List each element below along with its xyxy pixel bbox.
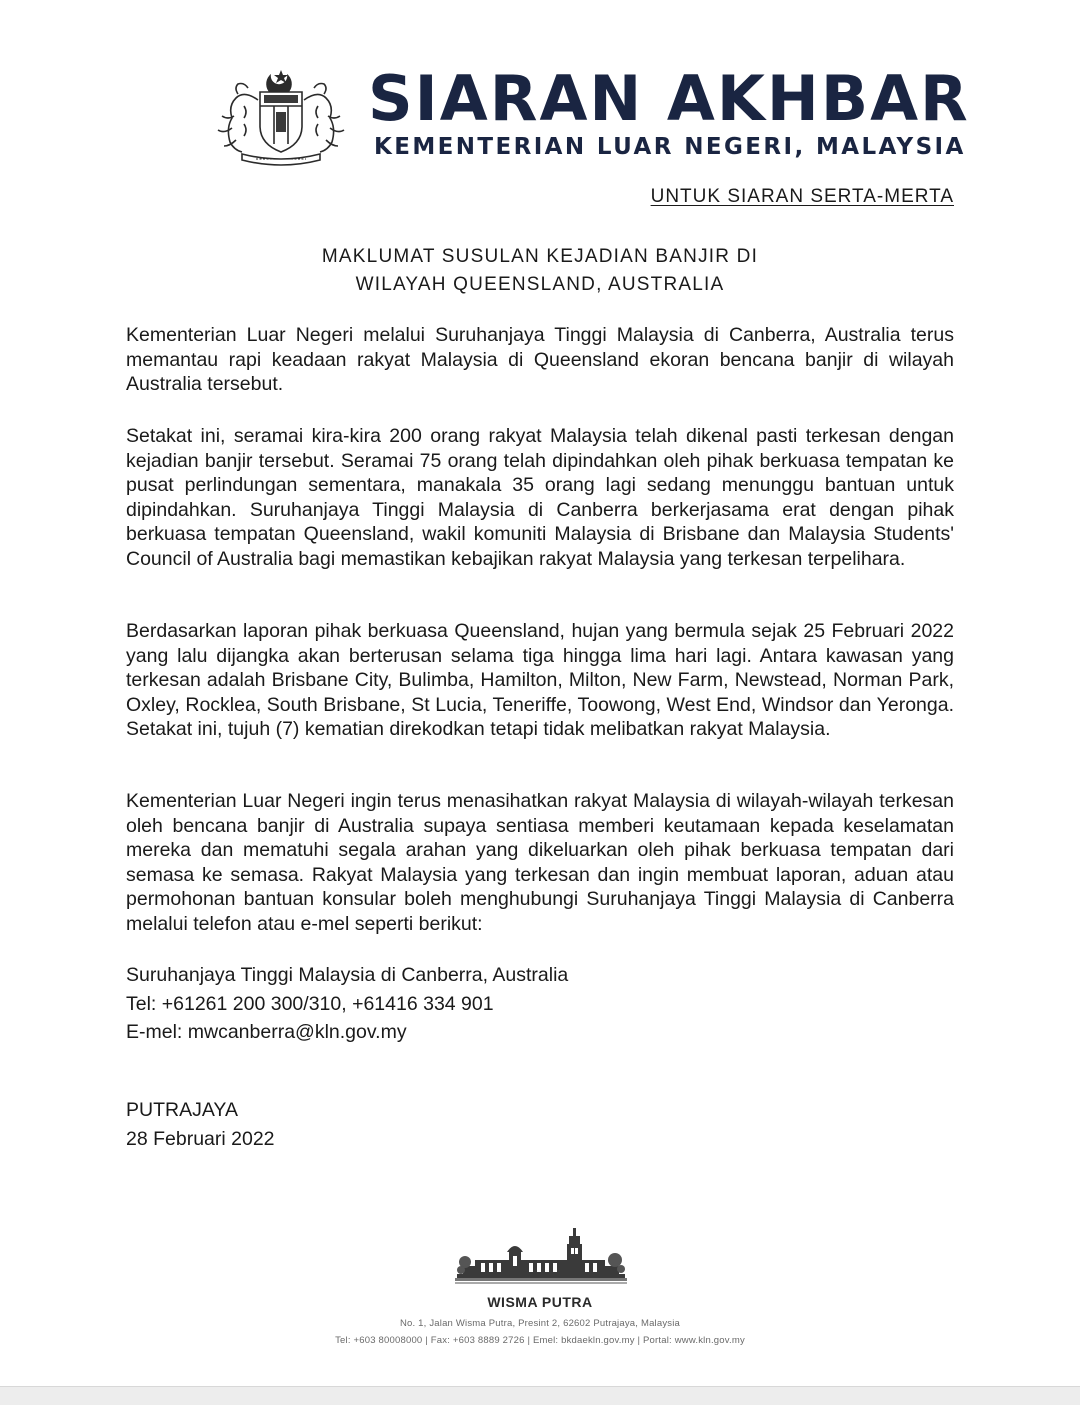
masthead-title: SIARAN AKHBAR: [368, 62, 970, 135]
document-title-line: WILAYAH QUEENSLAND, AUSTRALIA: [355, 274, 725, 295]
document-title-line: MAKLUMAT SUSULAN KEJADIAN BANJIR DI: [321, 246, 759, 267]
paragraph: Setakat ini, seramai kira-kira 200 orang rakyat Malaysia telah dikenal pasti terkesan dengan kejadian banjir tersebut. Seramai 75 orang telah dipindahkan oleh pihak berkuasa tempatan ke pusat perlindungan sementara, manakala 35 orang lagi sedang menunggu bantuan untuk dipindahkan. Suruhanjaya Tinggi Malaysia di Canberra berkerjasama erat dengan pihak berkuasa tempatan Queensland, wakil komuniti Malaysia di Brisbane dan Malaysia Students' Council of Australia bagi memastikan kebajikan rakyat Malaysia yang terkesan terpelihara.: [126, 425, 954, 570]
signoff-place: PUTRAJAYA: [126, 1099, 238, 1121]
page-edge: [0, 1386, 1080, 1405]
wisma-putra-building-icon: [455, 1226, 627, 1292]
signoff-block: [126, 1096, 275, 1153]
document-title: [0, 243, 1080, 299]
coat-of-arms-icon: [214, 66, 348, 166]
paragraph: Berdasarkan laporan pihak berkuasa Queensland, hujan yang bermula sejak 25 Februari 2022 yang lalu dijangka akan berterusan selama tiga hingga lima hari lagi. Antara kawasan yang terkesan adalah Brisbane City, Bulimba, Hamilton, Milton, New Farm, Newstead, Norman Park, Oxley, Rocklea, South Brisbane, St Lucia, Teneriffe, Toowong, West End, Windsor dan Yeronga. Setakat ini, tujuh (7) kematian direkodkan tetapi tidak melibatkan rakyat Malaysia.: [126, 620, 954, 740]
contact-office: Suruhanjaya Tinggi Malaysia di Canberra, Australia: [126, 964, 569, 986]
signoff-date: 28 Februari 2022: [126, 1127, 275, 1150]
footer-address: No. 1, Jalan Wisma Putra, Presint 2, 62602 Putrajaya, Malaysia: [399, 1318, 681, 1329]
contact-email: E-mel: mwcanberra@kln.gov.my: [126, 1021, 407, 1043]
masthead-subtitle: KEMENTERIAN LUAR NEGERI, MALAYSIA: [374, 134, 966, 160]
footer-contacts: Tel: +603 80008000 | Fax: +603 8889 2726 | Emel: bkdaekln.gov.my | Portal: www.kln.gov.my: [335, 1335, 745, 1346]
contact-block: [126, 961, 568, 1047]
paragraph: Kementerian Luar Negeri ingin terus menasihatkan rakyat Malaysia di wilayah-wilayah terkesan oleh bencana banjir di Australia supaya sentiasa memberi keutamaan kepada keselamatan mereka dan mematuhi segala arahan yang dikeluarkan oleh pihak berkuasa tempatan dari semasa ke semasa. Rakyat Malaysia yang terkesan dan ingin membuat laporan, aduan atau permohonan bantuan konsular boleh menghubungi Suruhanjaya Tinggi Malaysia di Canberra melalui telefon atau e-mel seperti berikut:: [126, 790, 954, 935]
footer-name: WISMA PUTRA: [487, 1294, 593, 1310]
release-tag: UNTUK SIARAN SERTA-MERTA: [650, 186, 954, 207]
paragraph: Kementerian Luar Negeri melalui Suruhanjaya Tinggi Malaysia di Canberra, Australia terus memantau rapi keadaan rakyat Malaysia di Queensland ekoran bencana banjir di wilayah Australia tersebut.: [126, 324, 954, 395]
contact-phone: Tel: +61261 200 300/310, +61416 334 901: [126, 992, 494, 1015]
